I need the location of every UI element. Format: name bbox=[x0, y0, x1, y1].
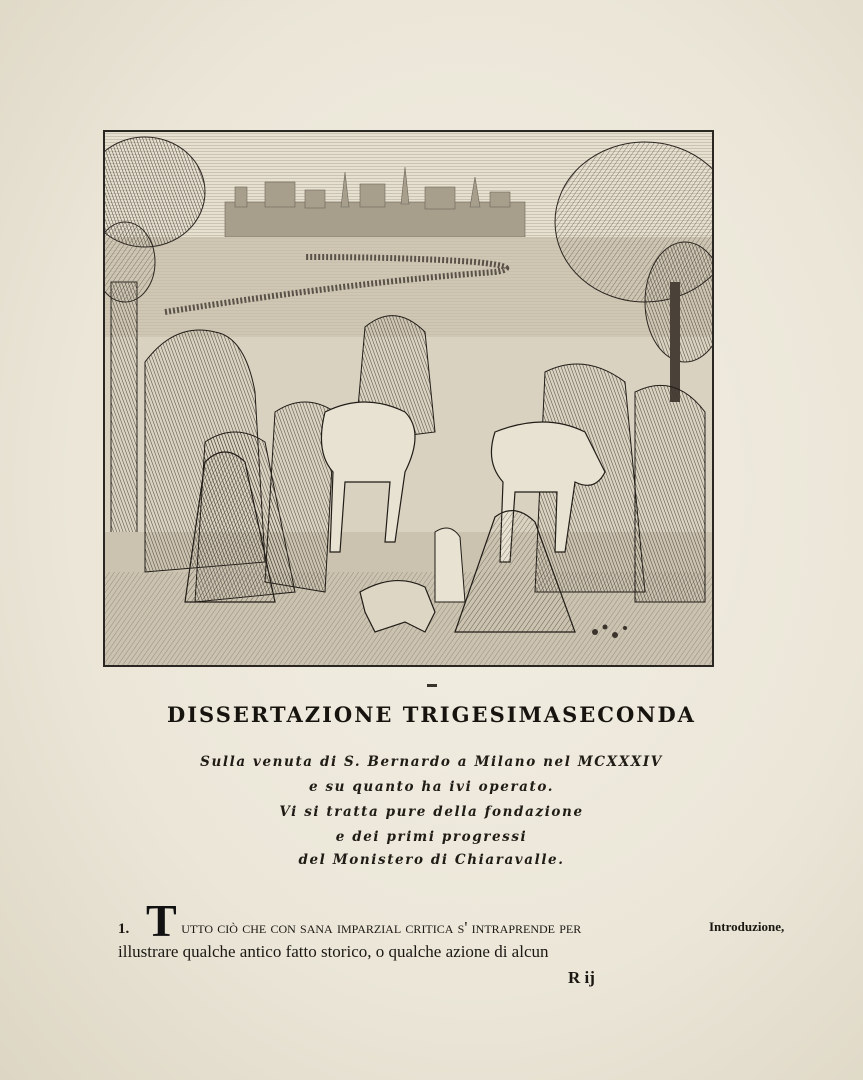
body-line-1-text: utto ciò che con sana imparzial critica s' intraprende per bbox=[181, 918, 582, 937]
subtitle-line-2: e su quanto ha ivi operato. bbox=[308, 779, 555, 795]
body-line-1 bbox=[118, 918, 581, 938]
body-line-2: illustrare qualche antico fatto storico, o qualche azione di alcun bbox=[118, 942, 549, 961]
subtitle-line-3: Vi si tratta pure della fondazione bbox=[279, 804, 584, 820]
child bbox=[435, 528, 465, 602]
tree-right bbox=[555, 142, 712, 402]
margin-note: Introduzione, bbox=[709, 919, 785, 934]
subtitle-line-4: e dei primi progressi bbox=[335, 829, 528, 845]
subtitle-line-1: Sulla venuta di S. Bernardo a Milano nel MCXXXIV bbox=[200, 754, 663, 770]
engraving-illustration bbox=[105, 132, 712, 665]
drop-cap: T bbox=[146, 895, 177, 946]
subtitle-line-5: del Monistero di Chiaravalle. bbox=[298, 852, 565, 868]
plate-underline-mark bbox=[427, 684, 437, 687]
paragraph-number: 1. bbox=[118, 921, 130, 937]
dog bbox=[360, 581, 435, 632]
engraving-plate bbox=[103, 130, 714, 667]
dissertation-title: DISSERTAZIONE TRIGESIMASECONDA bbox=[167, 702, 696, 727]
catchword: R ij bbox=[568, 968, 595, 987]
